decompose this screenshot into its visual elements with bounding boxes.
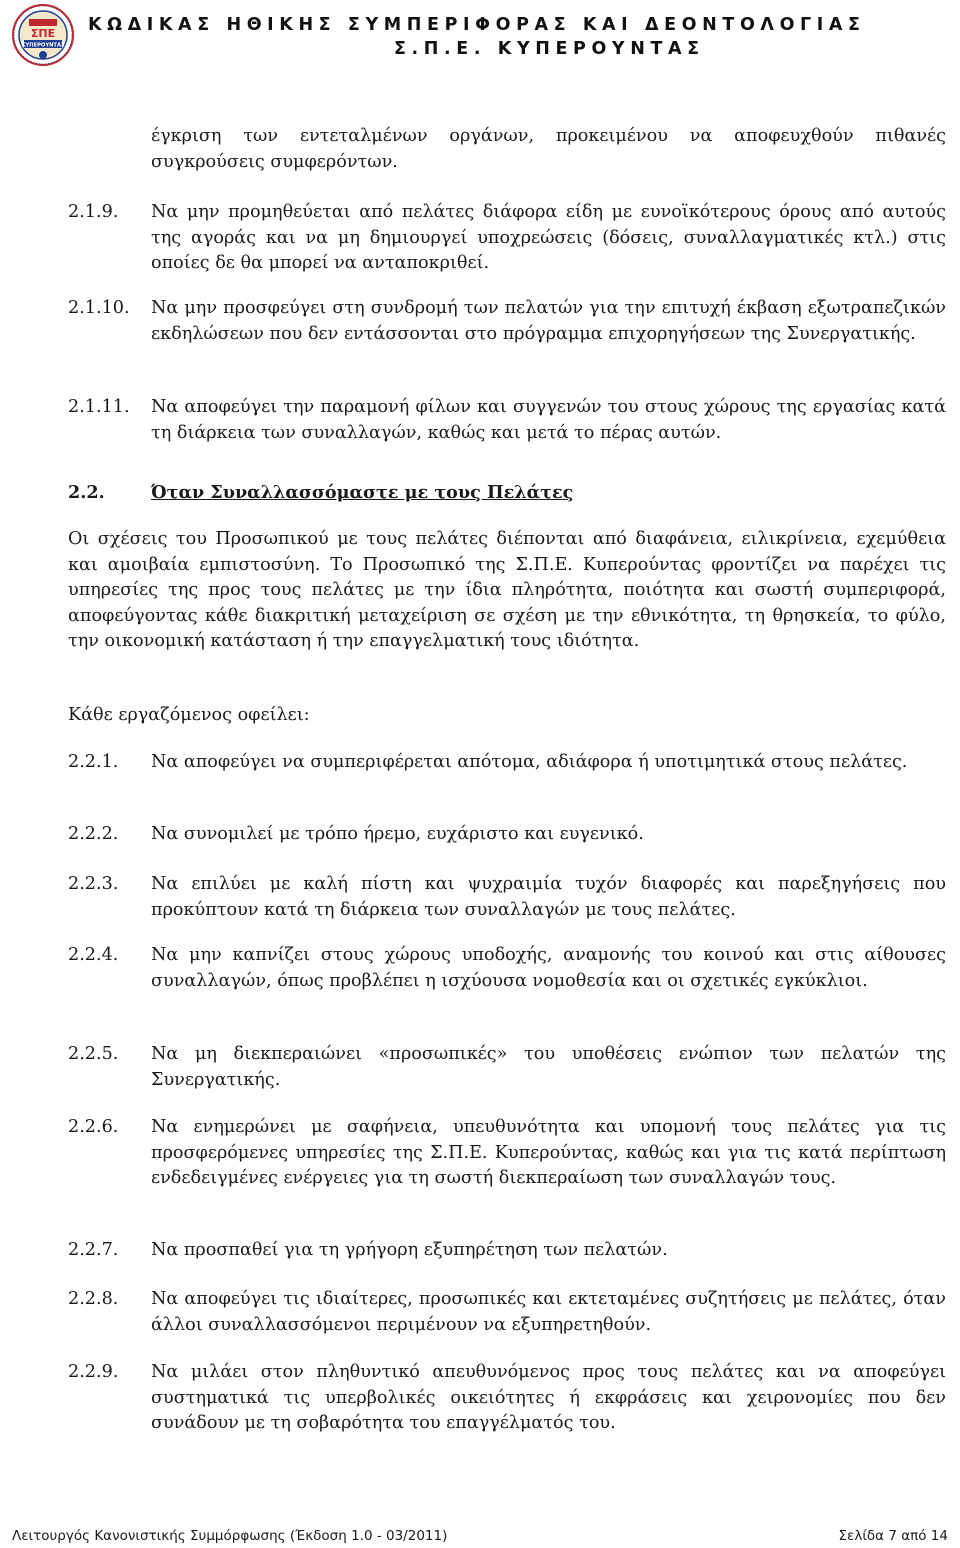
page-header [0, 0, 960, 70]
item-number: 2.1.10. [68, 298, 130, 318]
item-text: Να αποφεύγει να συμπεριφέρεται απότομα, αδιάφορα ή υποτιμητικά στους πελάτες. [151, 752, 908, 772]
footer-document-info: Λειτουργός Κανονιστικής Συμμόρφωσης (Έκδοση 1.0 - 03/2011) [12, 1528, 448, 1544]
obligation-heading: Κάθε εργαζόμενος οφείλει: [68, 705, 310, 725]
cooperative-logo [12, 4, 74, 66]
item-text: Να μιλάει στον πληθυντικό απευθυνόμενος προς τους πελάτες και να αποφεύγει συστηματικά τις υπερβολικές οικειότητες ή εκφράσεις και χειρονομίες που δεν συνάδουν με τη σοβαρότητα του επαγγέλματός του. [151, 1362, 946, 1433]
item-number: 2.2.3. [68, 874, 119, 894]
item-number: 2.2.7. [68, 1240, 119, 1260]
item-text: Να μην προσφεύγει στη συνδρομή των πελατών για την επιτυχή έκβαση εξωτραπεζικών εκδηλώσεων που δεν εντάσσονται στο πρόγραμμα επιχορηγήσεων της Συνεργατικής. [151, 298, 946, 344]
continuation-paragraph: έγκριση των εντεταλμένων οργάνων, προκειμένου να αποφευχθούν πιθανές συγκρούσεις συμφερόντων. [151, 126, 946, 172]
footer-page-number: Σελίδα 7 από 14 [838, 1528, 948, 1544]
item-number: 2.2.8. [68, 1289, 119, 1309]
item-text: Να ενημερώνει με σαφήνεια, υπευθυνότητα και υπομονή τους πελάτες για τις προσφερόμενες υπηρεσίες της Σ.Π.Ε. Κυπερούντας, καθώς και για τις κατά περίπτωση ενδεδειγμένες ενέργειες για τη σωστή διεκπεραίωση των συναλλαγών τους. [151, 1117, 946, 1188]
section-number: 2.2. [68, 482, 105, 503]
item-text: Να συνομιλεί με τρόπο ήρεμο, ευχάριστο και ευγενικό. [151, 824, 644, 844]
item-text: Να αποφεύγει τις ιδιαίτερες, προσωπικές και εκτεταμένες συζητήσεις με πελάτες, όταν άλλοι συναλλασσόμενοι περιμένουν να εξυπηρετηθούν. [151, 1289, 946, 1335]
item-text: Να επιλύει με καλή πίστη και ψυχραιμία τυχόν διαφορές και παρεξηγήσεις που προκύπτουν κατά τη διάρκεια των συναλλαγών με τους πελάτες. [151, 874, 946, 920]
item-text: Να αποφεύγει την παραμονή φίλων και συγγενών του στους χώρους της εργασίας κατά τη διάρκεια των συναλλαγών, καθώς και μετά το πέρας αυτών. [151, 397, 946, 443]
item-number: 2.2.6. [68, 1117, 119, 1137]
section-title: Όταν Συναλλασσόμαστε με τους Πελάτες [151, 482, 574, 503]
item-number: 2.2.2. [68, 824, 119, 844]
item-number: 2.2.4. [68, 945, 119, 965]
section-intro: Οι σχέσεις του Προσωπικού με τους πελάτες διέπονται από διαφάνεια, ειλικρίνεια, εχεμύθεια και αμοιβαία εμπιστοσύνη. Το Προσωπικό της Σ.Π.Ε. Κυπερούντας φροντίζει να παρέχει τις υπηρεσίες της προς τους πελάτες με την ίδια πληρότητα, ποιότητα και σωστή συμπεριφορά, αποφεύγοντας κάθε διακριτική μεταχείριση σε σχέση με την εθνικότητα, τη θρησκεία, το φύλο, την οικονομική κατάσταση ή την επαγγελματική τους ιδιότητα. [68, 529, 946, 651]
item-text: Να μην καπνίζει στους χώρους υποδοχής, αναμονής του κοινού και στις αίθουσες συναλλαγών, όπως προβλέπει η ισχύουσα νομοθεσία και οι σχετικές εγκύκλιοι. [151, 945, 946, 991]
organization-name: Σ.Π.Ε. ΚΥΠΕΡΟΥΝΤΑΣ [394, 39, 705, 59]
item-number: 2.2.9. [68, 1362, 119, 1382]
document-title: ΚΩΔΙΚΑΣ ΗΘΙΚΗΣ ΣΥΜΠΕΡΙΦΟΡΑΣ ΚΑΙ ΔΕΟΝΤΟΛΟΓΙΑΣ [88, 15, 866, 35]
logo-top-text: ΣΠΕ [30, 27, 56, 40]
item-number: 2.1.9. [68, 202, 119, 222]
item-text: Να μην προμηθεύεται από πελάτες διάφορα είδη με ευνοϊκότερους όρους από αυτούς της αγοράς και να μη δημιουργεί υποχρεώσεις (δόσεις, συναλλαγματικές κτλ.) στις οποίες δε θα μπορεί να ανταποκριθεί. [151, 202, 946, 273]
item-text: Να προσπαθεί για τη γρήγορη εξυπηρέτηση των πελατών. [151, 1240, 668, 1260]
item-number: 2.2.1. [68, 752, 119, 772]
item-text: Να μη διεκπεραιώνει «προσωπικές» του υποθέσεις ενώπιον των πελατών της Συνεργατικής. [151, 1044, 946, 1090]
logo-bottom-text: ΚΥΠΕΡΟΥΝΤΑΣ [21, 42, 65, 49]
item-number: 2.2.5. [68, 1044, 119, 1064]
item-number: 2.1.11. [68, 397, 130, 417]
